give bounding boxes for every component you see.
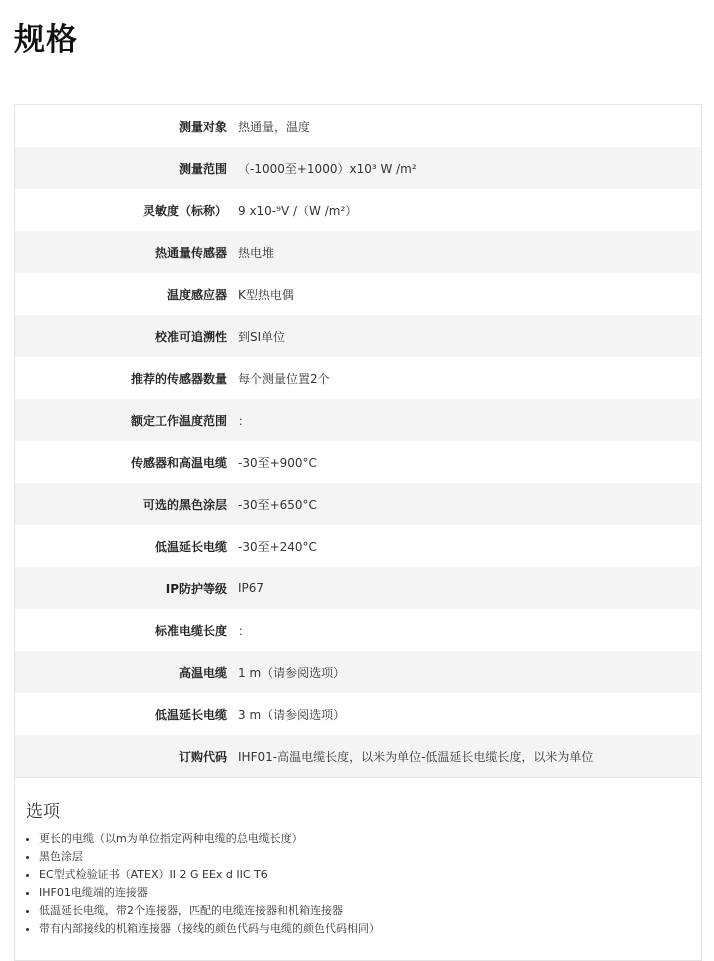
spec-value: 热电堆 <box>238 245 275 260</box>
spec-value: 到SI单位 <box>238 329 286 344</box>
spec-row <box>15 651 701 693</box>
spec-value: -30至+240°C <box>238 539 317 554</box>
options-title: 选项 <box>26 802 60 822</box>
spec-value: 1 m（请参阅选项） <box>238 665 346 680</box>
spec-row <box>15 147 701 189</box>
spec-row <box>15 567 701 609</box>
spec-row <box>15 735 701 777</box>
spec-label: 校准可追溯性 <box>154 329 227 344</box>
spec-row <box>15 231 701 273</box>
spec-value: 3 m（请参阅选项） <box>238 707 346 722</box>
spec-value: 每个测量位置2个 <box>238 371 330 386</box>
option-item: • EC型式检验证书（ATEX）II 2 G EEx d IIC T6 <box>39 866 701 884</box>
spec-table <box>14 104 702 961</box>
spec-label: 测量对象 <box>178 119 227 134</box>
spec-value: IHF01-高温电缆长度，以米为单位-低温延长电缆长度，以米为单位 <box>238 749 594 764</box>
spec-value: -30至+900°C <box>238 455 317 470</box>
spec-row <box>15 105 701 147</box>
spec-label: 低温延长电缆 <box>154 539 227 554</box>
spec-value: 热通量，温度 <box>238 119 311 134</box>
spec-rows <box>15 105 701 777</box>
page-title: 规格 <box>14 22 78 58</box>
option-item: • 更长的电缆（以m为单位指定两种电缆的总电缆长度） <box>39 830 701 848</box>
spec-label: 热通量传感器 <box>154 245 227 260</box>
spec-row <box>15 483 701 525</box>
spec-value: 9 x10-⁹V /（W /m²） <box>238 203 358 218</box>
spec-value: ： <box>238 623 251 638</box>
spec-value: （-1000至+1000）x10³ W /m² <box>238 161 417 176</box>
spec-row <box>15 189 701 231</box>
spec-label: 低温延长电缆 <box>154 707 227 722</box>
spec-row <box>15 609 701 651</box>
spec-value: -30至+650°C <box>238 497 317 512</box>
option-item: • 低温延长电缆，带2个连接器，匹配的电缆连接器和机箱连接器 <box>39 902 701 920</box>
option-item: • IHF01电缆端的连接器 <box>39 884 701 902</box>
option-item: • 带有内部接线的机箱连接器（接线的颜色代码与电缆的颜色代码相同） <box>39 920 701 938</box>
spec-row <box>15 525 701 567</box>
option-item: • 黑色涂层 <box>39 848 701 866</box>
options-list <box>15 830 701 938</box>
spec-label: IP防护等级 <box>165 581 227 596</box>
spec-label: 传感器和高温电缆 <box>130 455 227 470</box>
spec-row <box>15 693 701 735</box>
spec-value: ： <box>238 413 251 428</box>
spec-label: 高温电缆 <box>178 665 227 680</box>
spec-label: 温度感应器 <box>166 287 227 302</box>
spec-row <box>15 441 701 483</box>
spec-row <box>15 357 701 399</box>
spec-label: 推荐的传感器数量 <box>130 371 227 386</box>
options-section <box>15 777 701 960</box>
spec-label: 标准电缆长度 <box>154 623 227 638</box>
spec-row <box>15 315 701 357</box>
spec-row <box>15 273 701 315</box>
spec-label: 可选的黑色涂层 <box>142 497 227 512</box>
spec-label: 测量范围 <box>178 161 227 176</box>
spec-label: 订购代码 <box>178 749 227 764</box>
spec-row <box>15 399 701 441</box>
spec-label: 额定工作温度范围 <box>130 413 227 428</box>
spec-value: IP67 <box>238 581 265 595</box>
spec-value: K型热电偶 <box>238 287 294 302</box>
spec-label: 灵敏度（标称） <box>142 203 227 218</box>
